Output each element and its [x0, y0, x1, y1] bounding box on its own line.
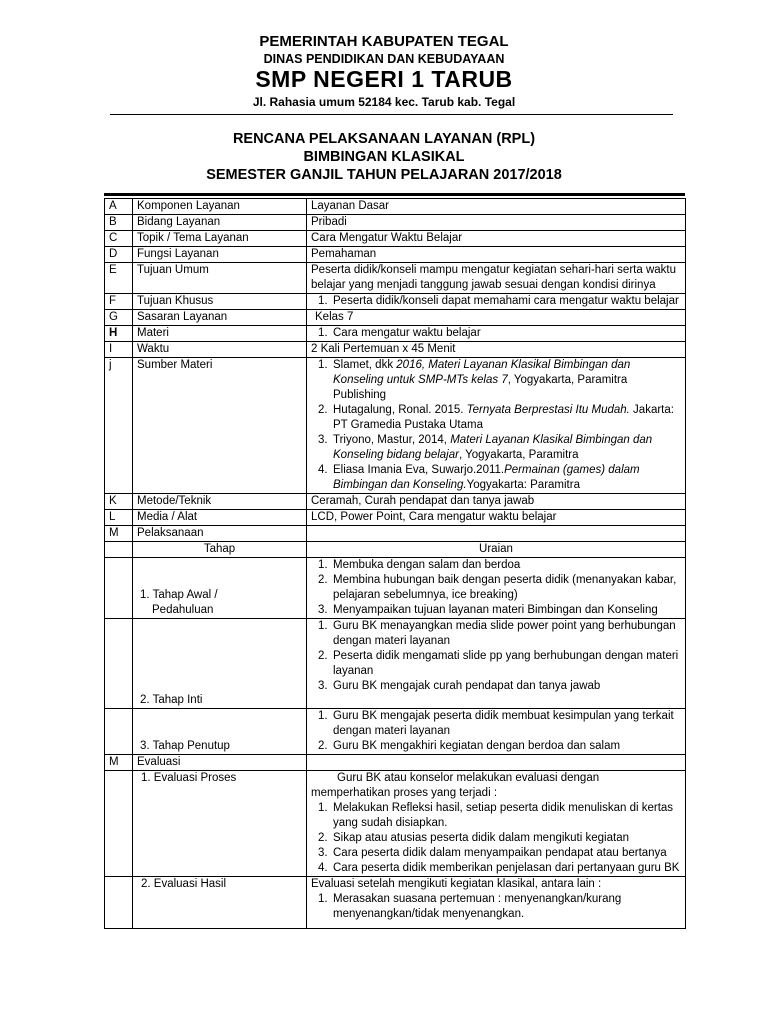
evaluasi-proses-label: 1. Evaluasi Proses: [133, 771, 307, 877]
row-value: LCD, Power Point, Cara mengatur waktu belajar: [307, 510, 686, 526]
table-row: [105, 199, 686, 215]
table-row: [105, 619, 686, 709]
row-value: Pemahaman: [307, 247, 686, 263]
row-code: L: [105, 510, 133, 526]
row-code: C: [105, 231, 133, 247]
row-value: [307, 294, 686, 310]
list-item: 1. Membuka dengan salam dan berdoa: [318, 559, 521, 571]
header-address: Jl. Rahasia umum 52184 kec. Tarub kab. Tegal: [252, 95, 516, 109]
list-item: 1. Slamet, dkk 2016, Materi Layanan Klasikal Bimbingan dan Konseling untuk SMP-MTs kelas 7, Yogyakarta, Paramitra Publishing: [318, 359, 631, 401]
tahap-penutup-items: [307, 709, 686, 755]
list-item: 1. Peserta didik/konseli dapat memahami cara mengatur waktu belajar: [318, 295, 679, 307]
row-code: [105, 877, 133, 929]
table-row: [105, 771, 686, 877]
row-value: Pribadi: [307, 215, 686, 231]
table-row: [105, 510, 686, 526]
table-row: [105, 755, 686, 771]
list-item: 4. Cara peserta didik memberikan penjelasan dari pertanyaan guru BK: [318, 862, 680, 874]
evaluasi-hasil-label: 2. Evaluasi Hasil: [133, 877, 307, 929]
table-row: [105, 215, 686, 231]
evaluasi-hasil-items: [307, 877, 686, 929]
row-value: [307, 755, 686, 771]
column-header-tahap: Tahap: [133, 542, 307, 558]
list-item: 3. Menyampaikan tujuan layanan materi Bimbingan dan Konseling: [318, 604, 658, 616]
table-row: [105, 542, 686, 558]
row-label: Sumber Materi: [133, 358, 307, 494]
document-title: RENCANA PELAKSANAAN LAYANAN (RPL): [232, 131, 536, 147]
document-subtitle: BIMBINGAN KLASIKAL: [303, 149, 465, 165]
row-value: Layanan Dasar: [307, 199, 686, 215]
rpl-table: [104, 198, 686, 929]
table-row: [105, 342, 686, 358]
row-label: Metode/Teknik: [133, 494, 307, 510]
evaluasi-proses-items: [307, 771, 686, 877]
header-school-name: SMP NEGERI 1 TARUB: [255, 66, 513, 92]
document-semester: SEMESTER GANJIL TAHUN PELAJARAN 2017/2018: [206, 167, 562, 183]
table-row: [105, 263, 686, 294]
list-item: 1. Merasakan suasana pertemuan : menyenangkan/kurang menyenangkan/tidak menyenangkan.: [318, 893, 622, 920]
table-row: [105, 877, 686, 929]
row-code: [105, 771, 133, 877]
header-department: DINAS PENDIDIKAN DAN KEBUDAYAAN: [263, 52, 505, 66]
evaluasi-hasil-intro: Evaluasi setelah mengikuti kegiatan klasikal, antara lain :: [311, 878, 602, 890]
row-code: j: [105, 358, 133, 494]
list-item: 2. Sikap atau atusias peserta didik dalam mengikuti kegiatan: [318, 832, 629, 844]
row-code: F: [105, 294, 133, 310]
row-code: M: [105, 526, 133, 542]
row-code: A: [105, 199, 133, 215]
tahap-inti-label: 2. Tahap Inti: [133, 619, 307, 709]
list-item: 1. Cara mengatur waktu belajar: [318, 327, 481, 339]
row-label: Waktu: [133, 342, 307, 358]
row-code: I: [105, 342, 133, 358]
row-label: Materi: [133, 326, 307, 342]
table-row: [105, 231, 686, 247]
list-item: 1. Guru BK menayangkan media slide power point yang berhubungan dengan materi layanan: [318, 620, 676, 647]
sources-list: [307, 358, 686, 494]
list-item: 2. Hutagalung, Ronal. 2015. Ternyata Berprestasi Itu Mudah. Jakarta: PT Gramedia Pustaka Utama: [318, 404, 674, 431]
evaluasi-proses-intro: Guru BK atau konselor melakukan evaluasi dengan memperhatikan proses yang terjadi :: [311, 772, 600, 799]
row-value: Peserta didik/konseli mampu mengatur kegiatan sehari-hari serta waktu belajar yang menjadi tanggung jawab sesuai dengan kondisi dirinya: [307, 263, 686, 294]
title-divider: [104, 193, 685, 196]
table-row: [105, 294, 686, 310]
list-item: 4. Eliasa Imania Eva, Suwarjo.2011.Permainan (games) dalam Bimbingan dan Konseling.Yogyakarta: Paramitra: [318, 464, 640, 491]
row-label: Komponen Layanan: [133, 199, 307, 215]
list-item: 3. Triyono, Mastur, 2014, Materi Layanan Klasikal Bimbingan dan Konseling bidang belajar, Yogyakarta, Paramitra: [318, 434, 653, 461]
list-item: 2. Membina hubungan baik dengan peserta didik (menanyakan kabar, pelajaran sebelumnya, ice breaking): [318, 574, 677, 601]
row-code: [105, 558, 133, 619]
list-item: 2. Guru BK mengakhiri kegiatan dengan berdoa dan salam: [318, 740, 621, 752]
row-label: Tujuan Umum: [133, 263, 307, 294]
row-code: [105, 542, 133, 558]
tahap-awal-label: 1. Tahap Awal / Pedahuluan: [133, 558, 307, 619]
tahap-awal-items: [307, 558, 686, 619]
list-item: 1. Guru BK mengajak peserta didik membuat kesimpulan yang terkait dengan materi layanan: [318, 710, 674, 737]
row-code: K: [105, 494, 133, 510]
row-label: Bidang Layanan: [133, 215, 307, 231]
list-item: 3. Cara peserta didik dalam menyampaikan pendapat atau bertanya: [318, 847, 667, 859]
table-row: [105, 310, 686, 326]
row-code: E: [105, 263, 133, 294]
tahap-inti-items: [307, 619, 686, 709]
row-value: Ceramah, Curah pendapat dan tanya jawab: [307, 494, 686, 510]
row-label: Media / Alat: [133, 510, 307, 526]
tahap-penutup-label: 3. Tahap Penutup: [133, 709, 307, 755]
table-row: [105, 494, 686, 510]
table-row: [105, 709, 686, 755]
row-code: [105, 619, 133, 709]
row-value: Kelas 7: [307, 310, 686, 326]
column-header-uraian: Uraian: [307, 542, 686, 558]
row-value: [307, 326, 686, 342]
row-code: [105, 709, 133, 755]
row-value: Cara Mengatur Waktu Belajar: [307, 231, 686, 247]
table-row: [105, 526, 686, 542]
row-code: B: [105, 215, 133, 231]
row-code: H: [105, 326, 133, 342]
row-code: D: [105, 247, 133, 263]
list-item: 1. Melakukan Refleksi hasil, setiap peserta didik menuliskan di kertas yang sudah disiapkan.: [318, 802, 674, 829]
header-divider: [110, 114, 673, 115]
row-label: Tujuan Khusus: [133, 294, 307, 310]
row-label: Topik / Tema Layanan: [133, 231, 307, 247]
list-item: 2. Peserta didik mengamati slide pp yang berhubungan dengan materi layanan: [318, 650, 679, 677]
table-row: [105, 247, 686, 263]
row-value: [307, 526, 686, 542]
row-label: Fungsi Layanan: [133, 247, 307, 263]
list-item: 3. Guru BK mengajak curah pendapat dan tanya jawab: [318, 680, 601, 692]
header-government: PEMERINTAH KABUPATEN TEGAL: [259, 33, 509, 50]
row-code: G: [105, 310, 133, 326]
row-label: Pelaksanaan: [133, 526, 307, 542]
table-row: [105, 558, 686, 619]
row-label: Sasaran Layanan: [133, 310, 307, 326]
row-value: 2 Kali Pertemuan x 45 Menit: [307, 342, 686, 358]
row-code: M: [105, 755, 133, 771]
table-row: [105, 358, 686, 494]
row-label: Evaluasi: [133, 755, 307, 771]
table-row: [105, 326, 686, 342]
